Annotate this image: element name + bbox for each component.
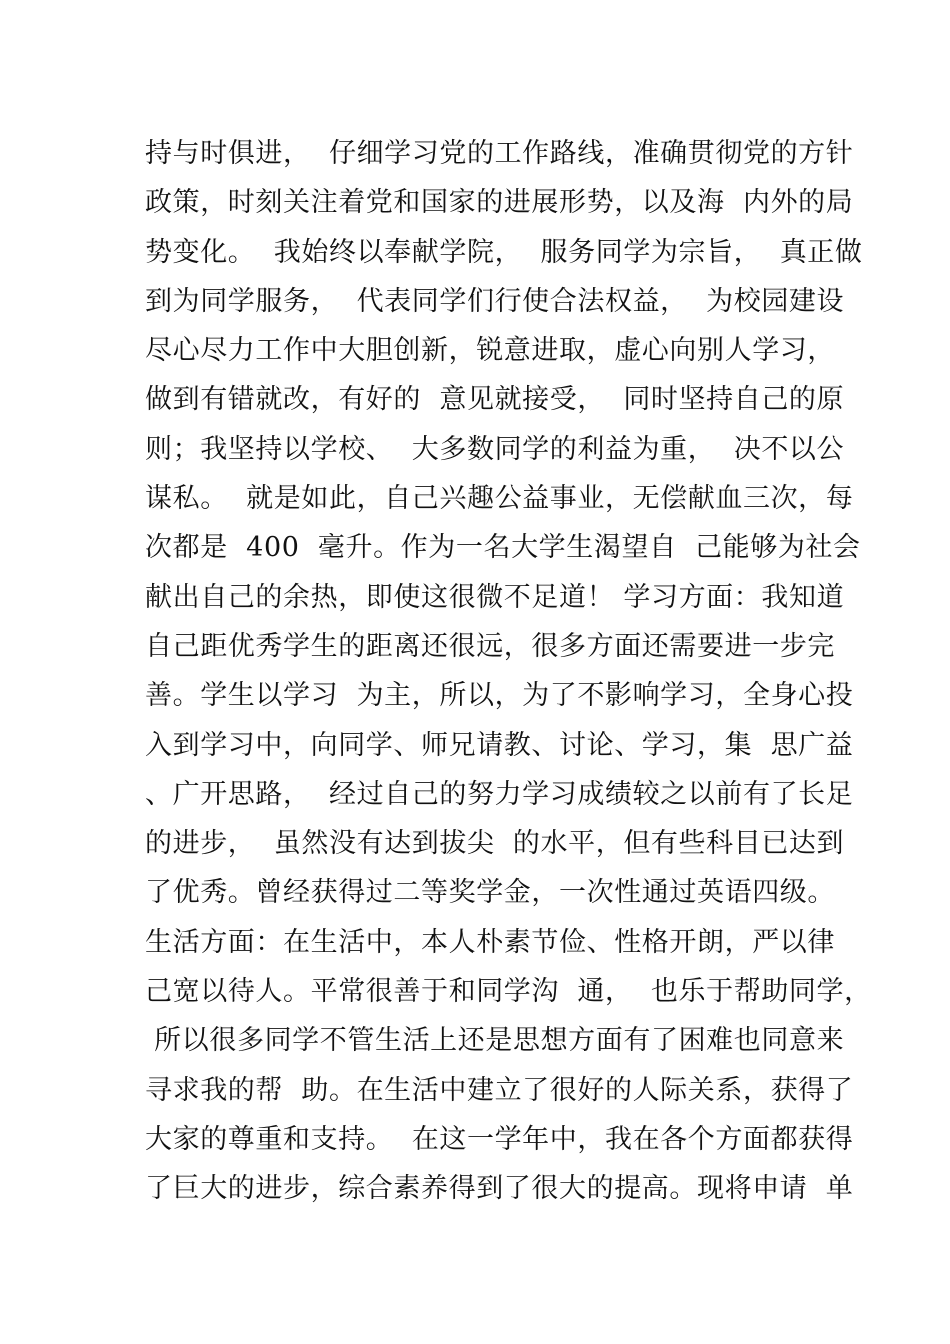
text-line: 持与时俱进， 仔细学习党的工作路线，准确贯彻党的方针 (145, 138, 854, 169)
text-line: 谋私。 就是如此，自己兴趣公益事业，无偿献血三次，每 (145, 483, 854, 515)
text-line: 入到学习中，向同学、师兄请教、讨论、学习，集 思广益 (145, 729, 854, 761)
text-line: 大家的尊重和支持。 在这一学年中，我在各个方面都获得 (145, 1123, 854, 1155)
text-line: 生活方面：在生活中，本人朴素节俭、性格开朗，严以律 (145, 926, 835, 958)
text-line: 自己距优秀学生的距离还很远，很多方面还需要进一步完 (145, 630, 835, 662)
text-line: 做到有错就改，有好的 意见就接受， 同时坚持自己的原 (145, 384, 845, 416)
text-line: 势变化。 我始终以奉献学院， 服务同学为宗旨， 真正做 (145, 236, 863, 268)
text-line: 了巨大的进步，综合素养得到了很大的提高。现将申请 单 (145, 1173, 854, 1205)
text-line: 献出自己的余热，即使这很微不足道！ 学习方面：我知道 (145, 581, 845, 613)
body-text (145, 129, 872, 1214)
text-line: 寻求我的帮 助。在生活中建立了很好的人际关系，获得了 (145, 1074, 854, 1106)
text-line: 己宽以待人。平常很善于和同学沟 通， 也乐于帮助同学， (145, 976, 872, 1008)
text-line: 善。学生以学习 为主，所以，为了不影响学习，全身心投 (145, 680, 854, 712)
text-line: 所以很多同学不管生活上还是思想方面有了困难也同意来 (145, 1025, 845, 1057)
text-line: 了优秀。曾经获得过二等奖学金，一次性通过英语四级。 (145, 877, 835, 909)
text-line: 次都是 400 毫升。作为一名大学生渴望自 己能够为社会 (145, 532, 861, 564)
text-line: 、广开思路， 经过自己的努力学习成绩较之以前有了长足 (145, 778, 854, 810)
text-line: 政策，时刻关注着党和国家的进展形势，以及海 内外的局 (145, 187, 854, 219)
text-line: 尽心尽力工作中大胆创新，锐意进取，虚心向别人学习， (145, 335, 835, 367)
text-line: 的进步， 虽然没有达到拔尖 的水平，但有些科目已达到 (145, 828, 845, 860)
text-line: 则；我坚持以学校、 大多数同学的利益为重， 决不以公 (145, 433, 845, 465)
text-line: 到为同学服务， 代表同学们行使合法权益， 为校园建设 (145, 285, 845, 317)
